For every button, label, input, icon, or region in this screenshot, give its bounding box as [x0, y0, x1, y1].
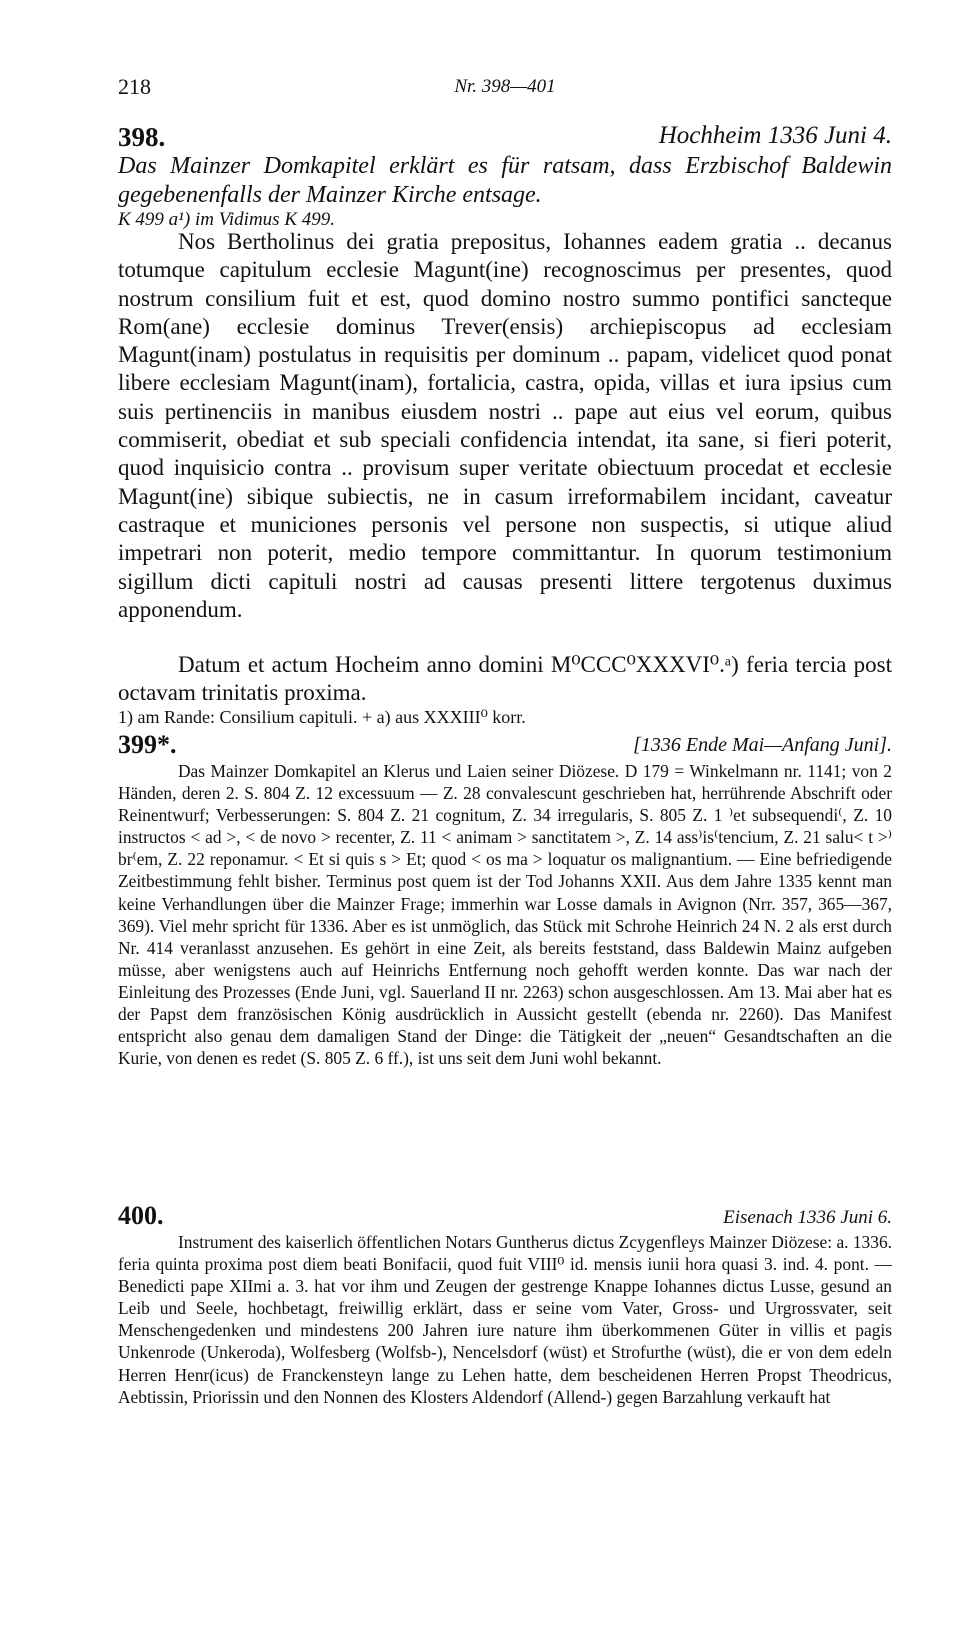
doc-398-heading	[118, 122, 892, 154]
doc-400-number: 400.	[118, 1201, 164, 1230]
doc-398-text: Nos Bertholinus dei gratia prepositus, Iohannes eadem gratia .. decanus totumque capitulum ecclesie Magunt(ine) recognoscimus per presentes, quod nostrum consilium fuit et est, quod domino nostro summo pontifici sancteque Rom(ane) ecclesie dominus Trever(ensis) archiepiscopus ad ecclesiam Magunt(inam) postulatus in requisitis per dominum .. papam, videlicet quod ponat libere ecclesiam Magunt(inam), fortalicia, castra, opida, villas et iura ipsius cum suis pertinenciis in manibus eiusdem nostri .. pape aut eius vel eorum, quibus commiserit, obediat et sub speciali confidencia intendat, ita sane, si fieri poterit, quod inquisicio contra .. provisum super veritate obiectuum procedat et ecclesie Magunt(ine) sibique subiectis, ne in casum irreformabilem incidant, caveatur castraque et municiones personis vel persone non suspectis, si utique aliud impetrari non poterit, medio tempore committantur. In quorum testimonium sigillum dicti capituli nostri ad causas presenti littere tergotenus duximus apponendum.	[118, 229, 892, 622]
doc-399-regest: Das Mainzer Domkapitel an Klerus und Laien seiner Diözese. D 179 = Winkelmann nr. 1141; von 2 Händen, deren 2. S. 804 Z. 12 excessuum — Z. 28 convalescunt geschrieben hat, herrührende Abschrift oder Reinentwurf; Verbesserungen: S. 804 Z. 21 cognitum, Z. 34 irregularis, S. 805 Z. 1 ⁾et subsequendi⁽, Z. 10 instructos < ad >, < de novo > recenter, Z. 11 < animam > sanctitatem >, Z. 14 ass⁾is⁽tencium, Z. 21 salu< t >⁾br⁽em, Z. 22 reponamur. < Et si quis s > Et; quod < os ma > loquatur os malignantium. — Eine befriedigende Zeitbestimmung fehlt bisher. Terminus post quem ist der Tod Johanns XXII. Aus dem Jahre 1335 kennt man keine Verhandlungen über die Mainzer Frage; immerhin war Losse damals in Avignon (Nrr. 357, 365—367, 369). Viel mehr spricht für 1336. Aber es ist unmöglich, das Stück mit Schrohe Heinrich 24 N. 2 als erst durch Nr. 414 veranlasst anzusehen. Es gehört in eine Zeit, als bereits feststand, dass Baldewin Mainz aufgeben müsse, aber wenigstens auch auf Heinrichs Entfernung noch gehofft werden konnte. Das war nach der Einleitung des Prozesses (Ende Juni, vgl. Sauerland II nr. 2263) schon ausgeschlossen. Am 13. Mai aber hat es der Papst dem französischen König ausdrücklich in Aussicht gestellt (ebenda nr. 2260). Das Manifest entspricht also genau dem damaligen Stand der Dinge: die Tätigkeit der „neuen“ Gesandtschaften an die Kurie, von denen es redet (S. 805 Z. 6 ff.), ist uns seit dem Juni wohl bekannt.	[118, 761, 892, 1069]
doc-399-dateline: [1336 Ende Mai—Anfang Juni].	[633, 734, 892, 756]
doc-398-dateline: Hochheim 1336 Juni 4.	[658, 122, 892, 149]
doc-400-heading	[118, 1201, 892, 1231]
page-number: 218	[118, 74, 151, 99]
doc-399-number: 399*.	[118, 730, 177, 759]
doc-398-datum: Datum et actum Hocheim anno domini M⁰CCC⁰XXXVI⁰.ᵃ) feria tercia post octavam trinitatis proxima.	[118, 652, 892, 706]
doc-398-number: 398.	[118, 122, 166, 152]
running-head	[118, 74, 892, 104]
doc-400-dateline: Eisenach 1336 Juni 6.	[723, 1207, 892, 1228]
doc-399-heading	[118, 730, 892, 762]
doc-398-footnote: 1) am Rande: Consilium capituli. + a) aus XXXIII⁰ korr.	[118, 707, 526, 727]
doc-398-source-line: K 499 a¹) im Vidimus K 499.	[118, 209, 335, 230]
running-title: Nr. 398—401	[454, 76, 556, 97]
doc-398-regest: Das Mainzer Domkapitel erklärt es für ratsam, dass Erzbischof Baldewin gegebenenfalls der Mainzer Kirche entsage.	[118, 153, 892, 208]
doc-400-text: Instrument des kaiserlich öffentlichen Notars Guntherus dictus Zcygenfleys Mainzer Diözese: a. 1336. feria quinta proxima post diem beati Bonifacii, quod fuit VIII⁰ id. mensis iunii hora quasi 3. ind. 4. pont. — Benedicti pape XIImi a. 3. hat vor ihm und Zeugen der gestrenge Knappe Iohannes dictus Lusse, gesund an Leib und Seele, hochbetagt, freiwillig erklärt, dass er seine vom Vater, Gross- und Urgrossvater, seit Menschengedenken und mindestens 200 Jahren iure nature ihm überkommenen Güter in villis et pagis Unkenrode (Unkeroda), Wolfesberg (Wolfsb-), Nencelsdorf (wüst) et Strofurthe (wüst), die er von dem edeln Herren Henr(icus) de Franckensteyn lange zu Lehen hatte, dem bescheidenen Herren Propst Theodricus, Aebtissin, Priorissin und den Nonnen des Klosters Aldendorf (Allend-) gegen Barzahlung verkauft hat	[118, 1232, 892, 1407]
